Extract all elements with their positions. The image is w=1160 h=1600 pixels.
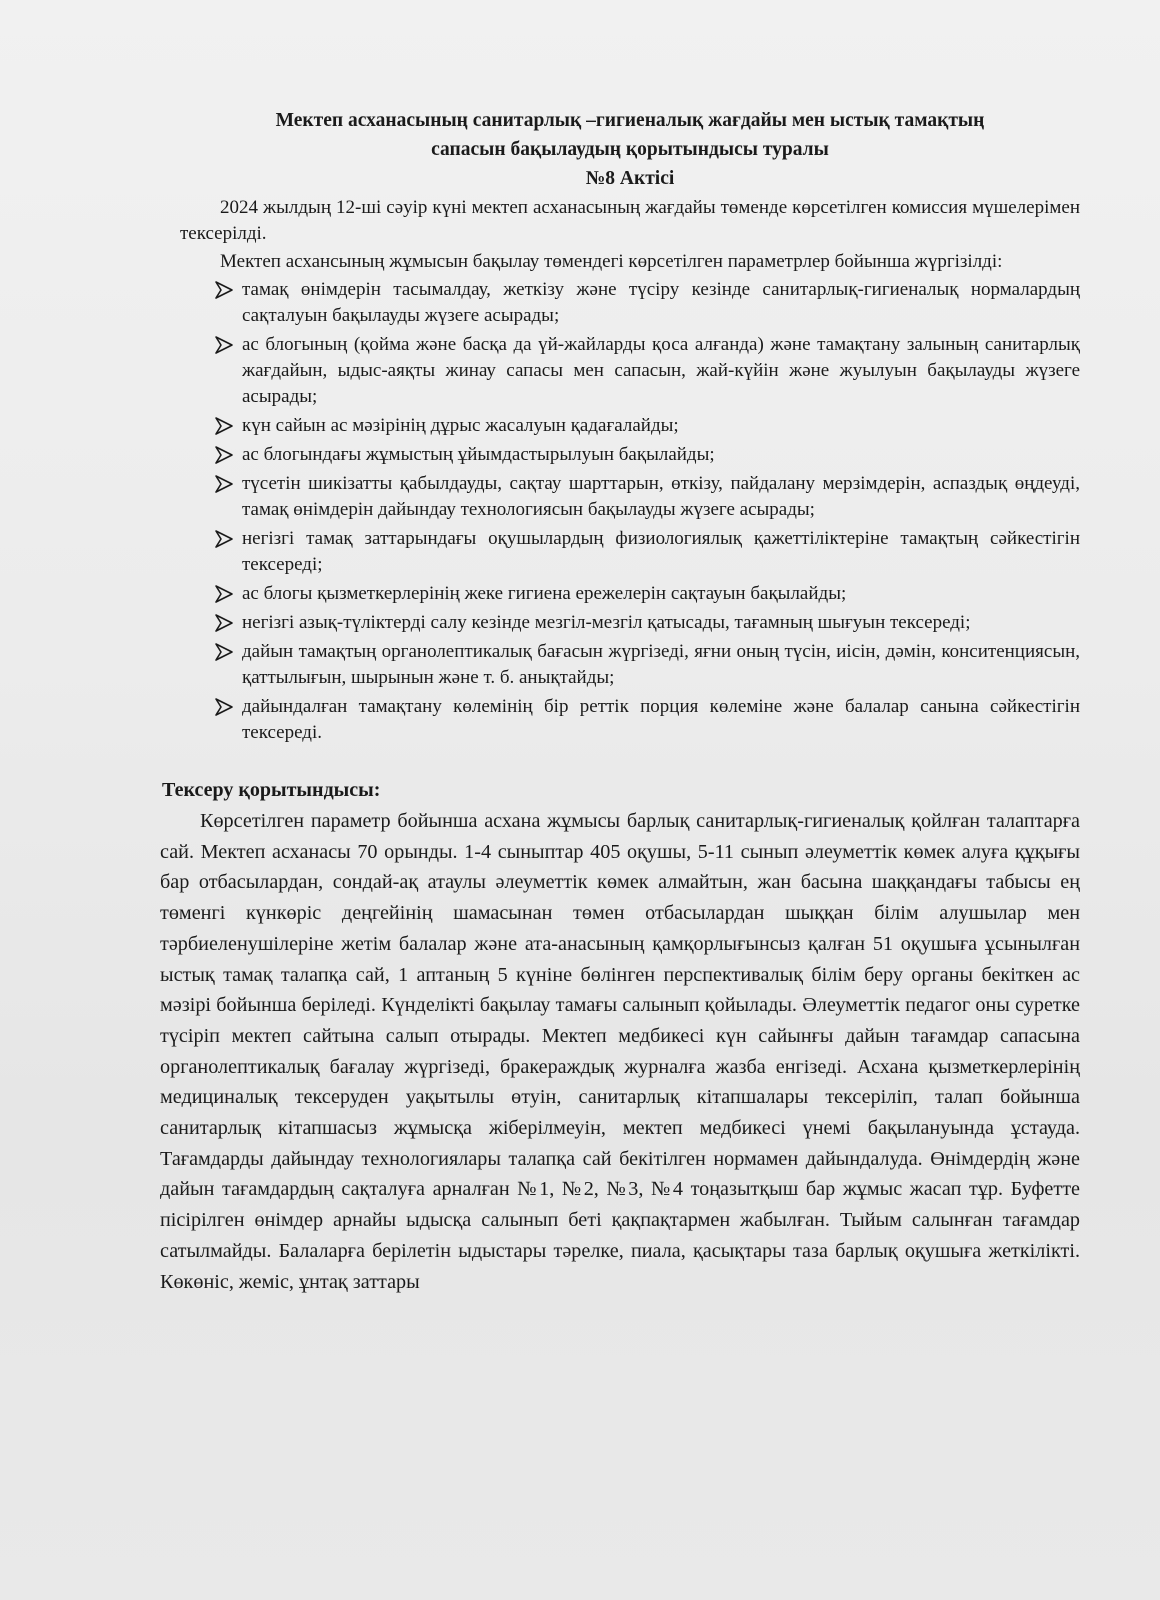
list-item (214, 471, 1080, 523)
results-heading: Тексеру қорытындысы: (162, 779, 381, 801)
list-item-text: дайын тамақтың органолептикалық бағасын жүргізеді, яғни оның түсін, иісін, дәмін, конситенциясын, қаттылығын, шырынын және т. б. анықтайды; (242, 641, 1080, 688)
arrow-bullet-icon (214, 335, 234, 355)
list-item-text: түсетін шикізатты қабылдауды, сақтау шарттарын, өткізу, пайдалану мерзімдерін, аспаздық өңдеуді, тамақ өнімдерін дайындау технологиясын бақылауды жүзеге асырады; (242, 473, 1080, 520)
list-item-text: ас блогы қызметкерлерінің жеке гигиена ережелерін сақтауын бақылайды; (242, 583, 847, 604)
list-item-text: күн сайын ас мәзірінің дұрыс жасалуын қадағалайды; (242, 415, 679, 436)
intro-paragraph: 2024 жылдың 12-ші сәуір күні мектеп асханасының жағдайы төменде көрсетілген комиссия мүшелерімен тексерілді. (180, 197, 1080, 244)
list-item-text: ас блогының (қойма және басқа да үй-жайларды қоса алғанда) және тамақтану залының санитарлық жағдайын, ыдыс-аяқты жинау сапасы мен сапасын, жай-күйін және жуылуын бақылауды жүзеге асырады; (242, 334, 1080, 407)
list-item (214, 694, 1080, 746)
arrow-bullet-icon (214, 280, 234, 300)
list-item-text: дайындалған тамақтану көлемінің бір реттік порция көлеміне және балалар санына сәйкестігін тексереді. (242, 696, 1080, 743)
document-content (160, 106, 1080, 1297)
list-item (214, 526, 1080, 578)
list-item-text: негізгі тамақ заттарындағы оқушылардың физиологиялық қажеттіліктеріне тамақтың сәйкестігін тексереді; (242, 528, 1080, 575)
list-item (214, 581, 1080, 607)
arrow-bullet-icon (214, 529, 234, 549)
arrow-bullet-icon (214, 584, 234, 604)
list-item-text: негізгі азық-түліктерді салу кезінде мезгіл-мезгіл қатысады, тағамның шығуын тексереді; (242, 612, 971, 633)
arrow-bullet-icon (214, 416, 234, 436)
list-item (214, 277, 1080, 329)
arrow-bullet-icon (214, 697, 234, 717)
list-item (214, 413, 1080, 439)
arrow-bullet-icon (214, 613, 234, 633)
list-item (214, 332, 1080, 410)
list-item (214, 610, 1080, 636)
document-title-line-1: Мектеп асханасының санитарлық –гигиеналық жағдайы мен ыстық тамақтың (275, 110, 985, 131)
arrow-bullet-icon (214, 642, 234, 662)
arrow-bullet-icon (214, 474, 234, 494)
list-item (214, 639, 1080, 691)
arrow-bullet-icon (214, 445, 234, 465)
list-item-text: тамақ өнімдерін тасымалдау, жеткізу және түсіру кезінде санитарлық-гигиеналық нормалардың сақталуын бақылауды жүзеге асырады; (242, 279, 1080, 326)
document-title-line-3: №8 Актісі (585, 168, 675, 189)
results-paragraph: Көрсетілген параметр бойынша асхана жұмысы барлық санитарлық-гигиеналық қойлған талаптарға сай. Мектеп асханасы 70 орынды. 1-4 сыныптар 405 оқушы, 5-11 сынып әлеуметтік көмек алуға құқығы бар отбасылардан, сондай-ақ атаулы әлеуметтік көмек алмайтын, жан басына шаққандағы табысы ең төменгі күнкөріс деңгейінің шамасынан төмен отбасылардан шыққан білім алушылар мен тәрбиеленушілеріне жетім балалар және ата-анасының қамқорлығынсыз қалған 51 оқушыға ұсынылған ыстық тамақ талапқа сай, 1 аптаның 5 күніне бөлінген перспективалық білім беру органы бекіткен ас мәзірі бойынша беріледі. Күнделікті бақылау тамағы салынып қойылады. Әлеуметтік педагог оны суретке түсіріп мектеп сайтына салып отырады. Мектеп медбикесі күн сайынғы дайын тағамдар сапасына органолептикалық бағалау жүргізеді, бракераждық журналға жазба енгізеді. Асхана қызметкерлерінің медициналық тексеруден уақытылы өтуін, санитарлық кітапшалары тексеріліп, талап бойынша санитарлық кітапшасыз жұмысқа жіберілмеуін, мектеп медбикесі үнемі бақылануында ұстауда. Тағамдарды дайындау технологиялары талапқа сай бекітілген нормамен дайындалуда. Өнімдердің және дайын тағамдардың сақталуға арналған №1, №2, №3, №4 тоңазытқыш бар жұмыс жасап тұр. Буфетте пісірілген өнімдер арнайы ыдысқа салынып беті қақпақтармен жабылған. Тыйым салынған тағамдар сатылмайды. Балаларға берілетін ыдыстары тәрелке, пиала, қасықтары таза барлық оқушыға жеткілікті. Көкөніс, жеміс, ұнтақ заттары (160, 810, 1080, 1293)
document-title-line-2: сапасын бақылаудың қорытындысы туралы (431, 139, 829, 160)
parameters-intro: Мектеп асхансының жұмысын бақылау төмендегі көрсетілген параметрлер бойынша жүргізілді: (220, 251, 1003, 272)
parameters-list (180, 277, 1080, 746)
list-item (214, 442, 1080, 468)
list-item-text: ас блогындағы жұмыстың ұйымдастырылуын бақылайды; (242, 444, 715, 465)
